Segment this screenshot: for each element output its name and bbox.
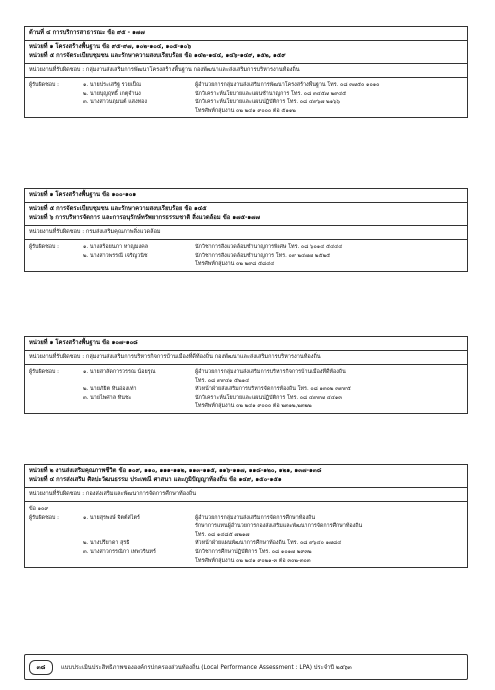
contact-row xyxy=(29,377,463,386)
contact-position: หัวหน้าฝ่ายส่งเสริมการบริหารจัดการท้องถิ่น โทร. ๐๘ ๑๓๐๒ ๓๙๙๕ xyxy=(195,386,351,393)
unit-line: หน่วยที่ ๑ โครงสร้างพื้นฐาน ข้อ ๙๕-๙๗, ๑๐๒-๑๐๔, ๑๐๕-๑๐๖ xyxy=(29,44,191,50)
contact-position: นักวิเคราะห์นโยบายและแผนชำนาญการ โทร. ๐๘ ๓๔๕๗ ๒๙๔๕ xyxy=(195,90,347,97)
agency-text: หน่วยงานที่รับผิดชอบ : กรมส่งเสริมคุณภาพสิ่งแวดล้อม xyxy=(29,229,161,235)
contact-name: ๒. นายบุญฤทธิ์ เกตุจำนง xyxy=(83,90,141,97)
contact-label xyxy=(29,522,83,531)
contact-name xyxy=(83,522,195,531)
page-footer xyxy=(24,654,468,680)
contact-row xyxy=(29,260,463,269)
contact-name xyxy=(83,377,195,386)
contacts-section xyxy=(25,78,467,117)
contact-position: นักวิชาการศึกษาปฏิบัติการ โทร. ๐๘ ๑๐๑๗ ๒๙๓๒ xyxy=(195,548,312,555)
contact-name: ๒. นางปรียาดา สุรธิ xyxy=(83,540,130,547)
unit-line: หน่วยที่ ๕ การจัดระเบียบชุมชน และรักษาความสงบเรียบร้อย ข้อ ๑๔๒-๑๔๔, ๑๔๖-๑๔๙, ๑๕๒, ๑๕๙ xyxy=(29,53,286,59)
contact-row xyxy=(29,90,463,99)
contact-position: ผู้อำนวยการกลุ่มงานส่งเสริมการบริหารกิจการบ้านเมืองที่ดีท้องถิ่น xyxy=(195,369,346,375)
contact-name: ๓. นางสาวนฤมนต์ แสงทอง xyxy=(83,99,148,106)
contact-position: นักวิชาการสิ่งแวดล้อมชำนาญการ โทร. ๐๙ ๒๔๗๗ ๒๕๒๕ xyxy=(195,252,331,259)
contact-label xyxy=(29,98,83,107)
section-title: ด้านที่ ๔ การบริการสาธารณะ ข้อ ๙๕ - ๑๗๗ xyxy=(29,30,145,36)
contacts-section xyxy=(25,240,467,271)
contacts-section xyxy=(25,502,467,567)
contact-position: โทร. ๐๘ ๙๙๔๑ ๕๒๑๔ xyxy=(195,377,250,384)
section-block-3 xyxy=(24,336,468,414)
contact-label: ผู้รับผิดชอบ : xyxy=(29,244,59,250)
contact-name: ๒. นายภัยิต หินอ่องเท่า xyxy=(83,386,137,393)
contact-position: โทรศัพท์กลุ่มงาน ๐๒ ๒๔๑ ๙๐๐๐ ต่อ ๒๓๑๒,๒๓๒๒ xyxy=(195,403,312,410)
section-block-2 xyxy=(24,188,468,272)
unit-headers xyxy=(25,41,467,64)
contact-name: ๑. นายประเสริฐ รวยเป็ณ xyxy=(83,82,141,88)
contact-row xyxy=(29,557,463,566)
contact-row xyxy=(29,81,463,90)
contact-row xyxy=(29,394,463,403)
contact-name: ๒. นางสาวพรรณี เจริญวนิช xyxy=(83,252,148,259)
contact-label: ผู้รับผิดชอบ : xyxy=(29,82,59,88)
agency-text: หน่วยงานที่รับผิดชอบ : กลุ่มงานส่งเสริมการบริหารกิจการบ้านเมืองที่ดีท้องถิ่น กองพัฒนาและส่งเสริมการบริหารงานท้องถิ่น xyxy=(29,354,321,360)
unit-line: หน่วยที่ ๑ โครงสร้างพื้นฐาน ข้อ ๑๐๗-๑๐๘ xyxy=(29,340,138,346)
contact-row xyxy=(29,385,463,394)
contact-row xyxy=(29,402,463,411)
contact-name xyxy=(83,402,195,411)
agency-text: หน่วยงานที่รับผิดชอบ : กลุ่มงานส่งเสริมการพัฒนาโครงสร้างพื้นฐาน กองพัฒนาและส่งเสริมการบริหารงานท้องถิ่น xyxy=(29,67,300,73)
contact-name xyxy=(83,260,195,269)
contact-row xyxy=(29,252,463,261)
unit-headers xyxy=(25,465,467,488)
contact-name xyxy=(83,557,195,566)
contact-position: โทรศัพท์กลุ่มงาน ๐๒ ๒๔๑ ๙๐๐๐ ต่อ ๕๑๑๒ xyxy=(195,107,296,114)
contact-label xyxy=(29,557,83,566)
contact-label xyxy=(29,531,83,540)
contact-name xyxy=(83,531,195,540)
agency-row xyxy=(25,64,467,78)
section-block-1 xyxy=(24,26,468,118)
contact-name: ๑. นางสร้อยนภา หาญมงคล xyxy=(83,244,149,250)
contact-name: ๓. นายไพศาล ทินชะ xyxy=(83,394,132,401)
agency-row xyxy=(25,488,467,502)
contact-position: นักวิเคราะห์นโยบายและแผนปฏิบัติการ โทร. ๐๘ ๔๙๖๗ ๒๑๖๖ xyxy=(195,99,340,106)
contact-row xyxy=(29,539,463,548)
contact-label xyxy=(29,90,83,99)
contact-position: โทร. ๐๘ ๑๔๘๕ ๗๒๑๗ xyxy=(195,531,250,538)
contact-name xyxy=(83,107,195,116)
contact-row xyxy=(29,243,463,252)
contact-row xyxy=(29,98,463,107)
unit-line: หน่วยที่ ๕ การจัดระเบียบชุมชน และรักษาความสงบเรียบร้อย ข้อ ๑๔๕ xyxy=(29,206,207,212)
agency-row xyxy=(25,351,467,365)
contact-position: ผู้อำนวยการกลุ่มงานส่งเสริมการจัดการศึกษาท้องถิ่น xyxy=(195,514,316,521)
contact-row xyxy=(29,522,463,531)
contact-label: ผู้รับผิดชอบ : xyxy=(29,514,59,521)
contact-row xyxy=(29,531,463,540)
contact-position: หัวหน้าฝ่ายแผนพัฒนาการศึกษาท้องถิ่น โทร. ๐๘ ๙๖๔๐ ๑๗๘๔ xyxy=(195,540,342,547)
unit-line: หน่วยที่ ๖ การบริหารจัดการ และการอนุรักษ์ทรัพยากรธรรมชาติ สิ่งแวดล้อม ข้อ ๑๗๕-๑๗๗ xyxy=(29,215,261,221)
unit-headers xyxy=(25,203,467,226)
item-number: ข้อ ๑๐๙ xyxy=(29,506,49,512)
contact-position: รักษาการแทนผู้อำนวยการกองส่งเสริมและพัฒนาการจัดการศึกษาท้องถิ่น xyxy=(195,523,363,530)
contact-position: นักวิชาการสิ่งแวดล้อมชำนาญการพิเศษ โทร. ๐๘ ๖๐๑๔ ๕๔๔๔ xyxy=(195,244,343,250)
contact-label xyxy=(29,252,83,261)
contact-position: โทรศัพท์กลุ่มงาน ๐๒ ๒๔๑ ๙๐๒๑-๓ ต่อ ๓๐๒-๓๐๓ xyxy=(195,557,311,564)
contacts-section xyxy=(25,365,467,413)
contact-name: ๑. นายสุรพงษ์ จิตต์สไตร์ xyxy=(83,514,140,521)
unit-line: หน่วยที่ ๒ งานส่งเสริมคุณภาพชีวิต ข้อ ๑๐๙, ๑๑๐, ๑๑๑-๑๑๒, ๑๑๓-๑๑๕, ๑๑๖-๑๑๗, ๑๑๘-๑๒๐, ๑๒๑, ๑๓๗-๑๓๘ xyxy=(29,468,322,474)
unit-line: หน่วยที่ ๔ การส่งเสริม ศิลปะวัฒนธรรม ประเพณี ศาสนา และภูมิปัญญาท้องถิ่น ข้อ ๑๔๙, ๑๕๐-๑๕๑ xyxy=(29,477,282,483)
page-number: ๓๘ xyxy=(29,660,53,675)
unit-header xyxy=(25,337,467,351)
footer-text: แบบประเมินประสิทธิภาพขององค์กรปกครองส่วนท้องถิ่น (Local Performance Assessment : LPA) ประจำปี ๒๕๖๓ xyxy=(61,665,352,671)
contact-row xyxy=(29,368,463,377)
contact-label xyxy=(29,377,83,386)
agency-text: หน่วยงานที่รับผิดชอบ : กองส่งเสริมและพัฒนาการจัดการศึกษาท้องถิ่น xyxy=(29,491,197,497)
agency-row xyxy=(25,226,467,240)
contact-label xyxy=(29,539,83,548)
contact-label xyxy=(29,394,83,403)
contact-name: ๓. นางสาวกรรณิกา เทพวรินทร์ xyxy=(83,548,156,555)
section-header xyxy=(25,27,467,41)
contact-position: นักวิเคราะห์นโยบายและแผนปฏิบัติการ โทร. ๐๘ ๔๙๙๗ ๔๔๑๓ xyxy=(195,394,342,401)
contact-name: ๑. นายสาลัดการวรรณ น้อยรุณ xyxy=(83,369,156,375)
unit-header xyxy=(25,189,467,203)
contact-row xyxy=(29,107,463,116)
unit-line: หน่วยที่ ๑ โครงสร้างพื้นฐาน ข้อ ๑๐๐-๑๐๑ xyxy=(29,192,137,198)
contact-position: โทรศัพท์กลุ่มงาน ๐๒ ๒๙๘ ๕๘๔๔ xyxy=(195,261,275,268)
contact-label xyxy=(29,260,83,269)
contact-row xyxy=(29,548,463,557)
contact-label xyxy=(29,385,83,394)
contact-label xyxy=(29,402,83,411)
contact-label: ผู้รับผิดชอบ : xyxy=(29,369,59,375)
contact-position: ผู้อำนวยการกลุ่มงานส่งเสริมการพัฒนาโครงสร้างพื้นฐาน โทร. ๐๘ ๓๗๕๐ ๑๐๑๐ xyxy=(195,82,380,88)
contact-label xyxy=(29,107,83,116)
section-block-4 xyxy=(24,464,468,568)
contact-label xyxy=(29,548,83,557)
contact-row xyxy=(29,514,463,523)
